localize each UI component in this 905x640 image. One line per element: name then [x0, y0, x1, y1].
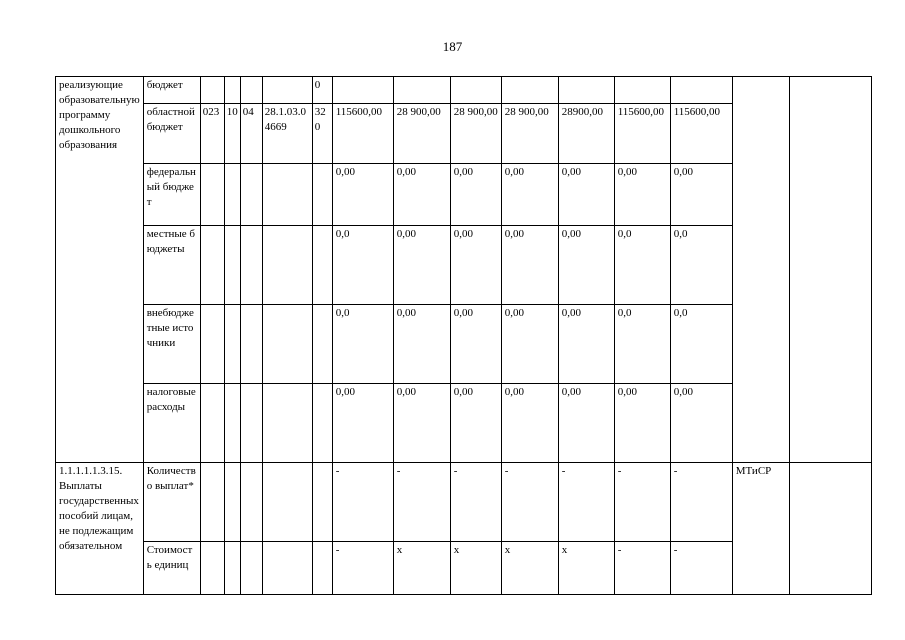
value-cell: 0,0	[614, 226, 670, 305]
value-cell: 115600,00	[614, 104, 670, 164]
code-subsection	[240, 384, 262, 463]
code-subsection	[240, 463, 262, 542]
code-expense-type	[312, 542, 332, 595]
code-target-item	[262, 542, 312, 595]
value-cell	[670, 77, 732, 104]
value-cell: 0,00	[614, 164, 670, 226]
value-cell: 0,0	[332, 226, 393, 305]
value-cell: -	[501, 463, 558, 542]
code-expense-type: 320	[312, 104, 332, 164]
value-cell: 0,00	[393, 226, 450, 305]
code-expense-type	[312, 463, 332, 542]
program-description: реализующие образовательную программу дошкольного образования	[56, 77, 144, 463]
code-section: 10	[224, 104, 240, 164]
value-cell: 0,00	[614, 384, 670, 463]
value-cell: 28 900,00	[393, 104, 450, 164]
measure-description: 1.1.1.1.1.3.15. Выплаты государственных пособий лицам, не подлежащим обязательном	[56, 463, 144, 595]
value-cell: 0,00	[501, 384, 558, 463]
value-cell: -	[332, 542, 393, 595]
code-section	[224, 305, 240, 384]
funding-source: бюджет	[143, 77, 200, 104]
value-cell: -	[614, 463, 670, 542]
code-section	[224, 542, 240, 595]
table-row	[56, 77, 872, 104]
code-grbs	[200, 164, 224, 226]
code-grbs	[200, 463, 224, 542]
value-cell: 0,0	[614, 305, 670, 384]
code-subsection	[240, 305, 262, 384]
indicator-name: Стоимость единиц	[143, 542, 200, 595]
indicator-cell	[789, 463, 871, 595]
value-cell: -	[614, 542, 670, 595]
value-cell: 0,00	[450, 305, 501, 384]
code-expense-type	[312, 226, 332, 305]
value-cell: -	[450, 463, 501, 542]
code-section	[224, 463, 240, 542]
code-target-item	[262, 305, 312, 384]
code-subsection	[240, 77, 262, 104]
table-row	[56, 463, 872, 542]
code-target-item	[262, 77, 312, 104]
code-section	[224, 384, 240, 463]
executor-cell	[732, 77, 789, 463]
value-cell: 0,00	[558, 164, 614, 226]
page-number: 187	[442, 39, 463, 54]
indicator-name: Количество выплат*	[143, 463, 200, 542]
code-subsection	[240, 226, 262, 305]
code-target-item	[262, 384, 312, 463]
value-cell: 0,00	[501, 305, 558, 384]
funding-source: федеральный бюджет	[143, 164, 200, 226]
code-target-item	[262, 463, 312, 542]
code-section	[224, 226, 240, 305]
code-grbs	[200, 305, 224, 384]
value-cell: 28 900,00	[501, 104, 558, 164]
code-subsection: 04	[240, 104, 262, 164]
code-expense-type	[312, 305, 332, 384]
value-cell: -	[393, 463, 450, 542]
value-cell: 0,00	[332, 384, 393, 463]
value-cell: 115600,00	[332, 104, 393, 164]
value-cell: 28 900,00	[450, 104, 501, 164]
value-cell	[558, 77, 614, 104]
code-target-item	[262, 226, 312, 305]
code-grbs	[200, 542, 224, 595]
value-cell: 0,00	[393, 164, 450, 226]
funding-source: местные бюджеты	[143, 226, 200, 305]
value-cell: 0,00	[332, 164, 393, 226]
value-cell: 0,00	[670, 164, 732, 226]
value-cell	[393, 77, 450, 104]
code-expense-type	[312, 164, 332, 226]
code-grbs	[200, 226, 224, 305]
value-cell: 0,00	[450, 226, 501, 305]
value-cell: x	[558, 542, 614, 595]
code-target-item	[262, 164, 312, 226]
value-cell: x	[450, 542, 501, 595]
value-cell: 0,00	[558, 226, 614, 305]
code-grbs	[200, 384, 224, 463]
value-cell: 28900,00	[558, 104, 614, 164]
executor-cell: МТиСР	[732, 463, 789, 595]
value-cell: 0,00	[450, 384, 501, 463]
funding-source: внебюджетные источники	[143, 305, 200, 384]
value-cell: -	[670, 463, 732, 542]
value-cell: 0,0	[670, 305, 732, 384]
value-cell: -	[332, 463, 393, 542]
value-cell: -	[670, 542, 732, 595]
value-cell: 0,00	[501, 164, 558, 226]
code-subsection	[240, 542, 262, 595]
code-grbs: 023	[200, 104, 224, 164]
value-cell: 0,0	[332, 305, 393, 384]
indicator-cell	[789, 77, 871, 463]
code-expense-type: 0	[312, 77, 332, 104]
value-cell: 115600,00	[670, 104, 732, 164]
code-target-item: 28.1.03.04669	[262, 104, 312, 164]
value-cell: 0,0	[670, 226, 732, 305]
value-cell: 0,00	[450, 164, 501, 226]
value-cell: x	[501, 542, 558, 595]
value-cell	[614, 77, 670, 104]
code-section	[224, 77, 240, 104]
value-cell: 0,00	[558, 384, 614, 463]
value-cell	[332, 77, 393, 104]
code-subsection	[240, 164, 262, 226]
value-cell: 0,00	[393, 384, 450, 463]
value-cell: 0,00	[670, 384, 732, 463]
value-cell: 0,00	[393, 305, 450, 384]
value-cell: x	[393, 542, 450, 595]
value-cell	[450, 77, 501, 104]
code-grbs	[200, 77, 224, 104]
value-cell: -	[558, 463, 614, 542]
funding-source: областной бюджет	[143, 104, 200, 164]
value-cell	[501, 77, 558, 104]
funding-source: налоговые расходы	[143, 384, 200, 463]
value-cell: 0,00	[501, 226, 558, 305]
budget-table	[55, 76, 872, 595]
code-section	[224, 164, 240, 226]
code-expense-type	[312, 384, 332, 463]
value-cell: 0,00	[558, 305, 614, 384]
